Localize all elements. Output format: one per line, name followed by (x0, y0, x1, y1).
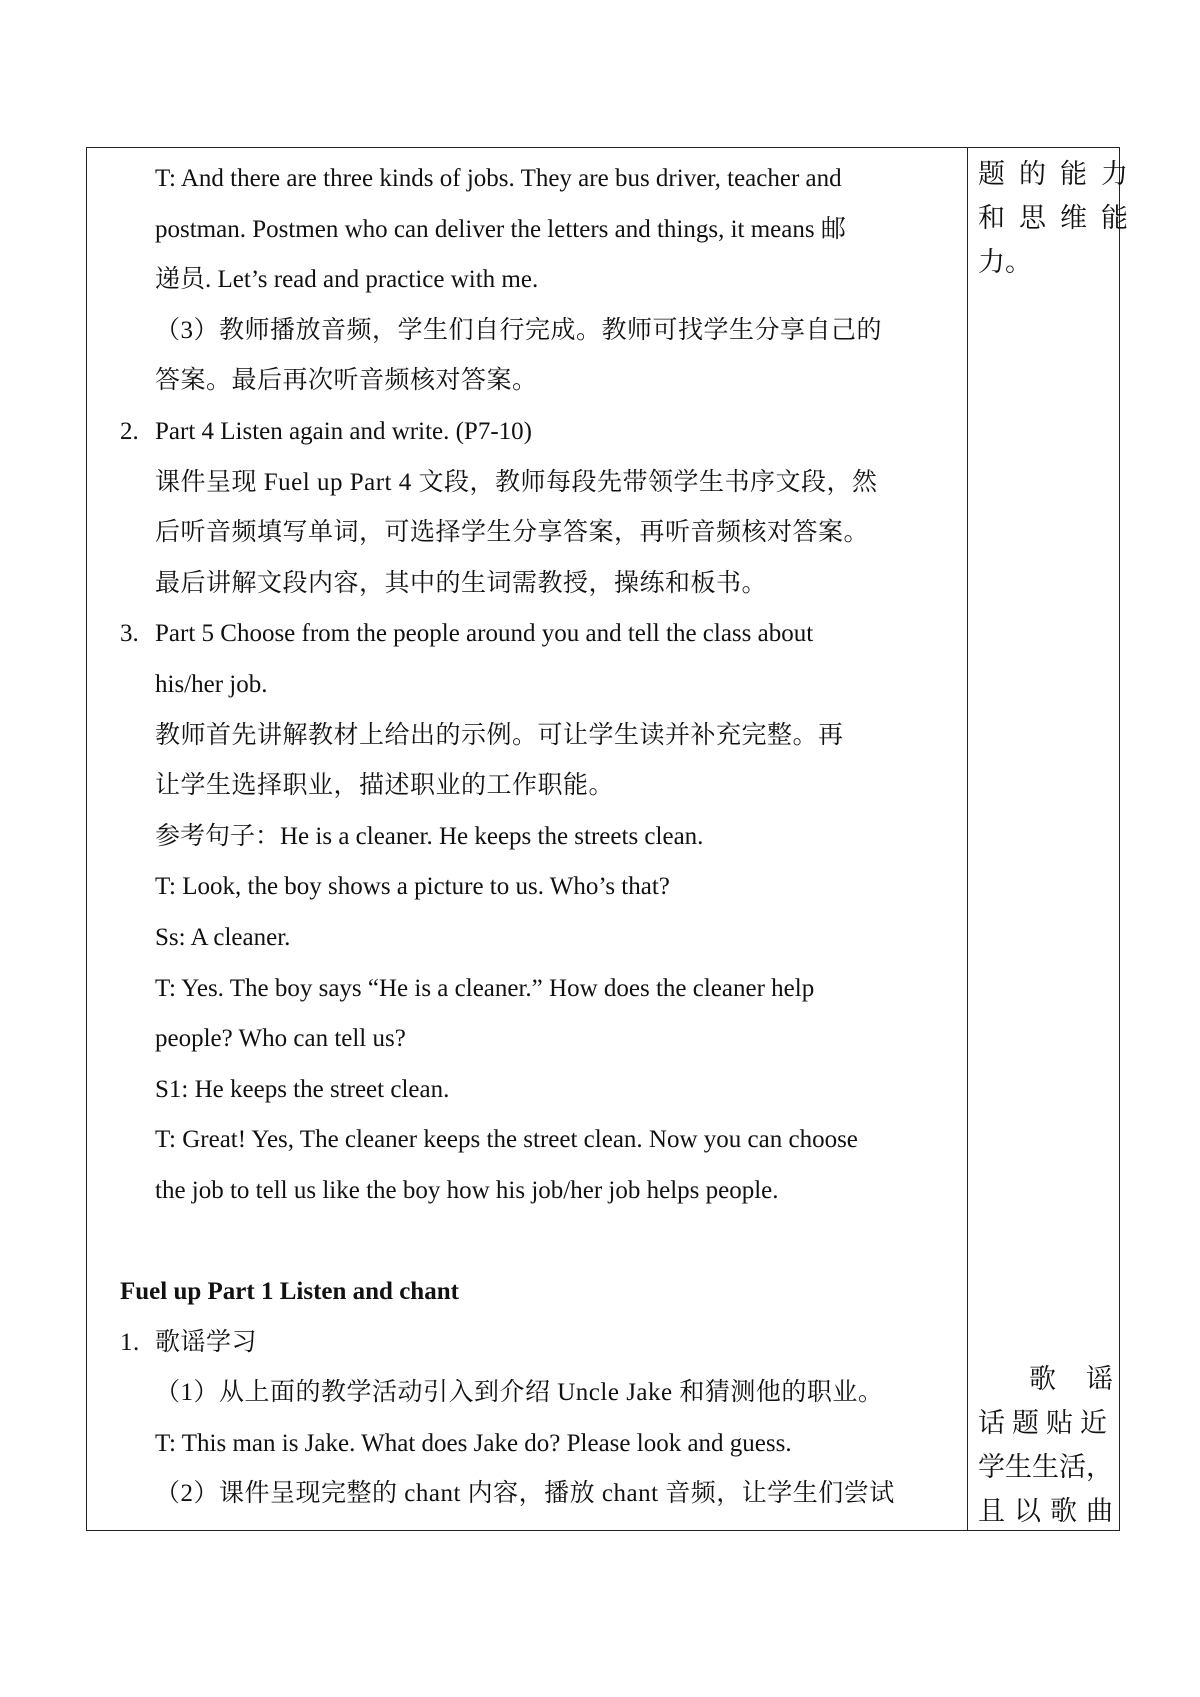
numbered-step-1 (120, 1318, 960, 1369)
numbered-step-3 (120, 609, 960, 660)
design-intent-top (978, 152, 1142, 284)
blank-line (120, 1216, 960, 1267)
dialogue-line: 递员. Let’s read and practice with me. (155, 266, 539, 294)
step-number: 2. (120, 417, 139, 445)
instruction-line: （1）从上面的教学活动引入到介绍 Uncle Jake 和猜测他的职业。 (155, 1379, 884, 1407)
procedure-column (120, 154, 960, 1520)
dialogue-line: T: Look, the boy shows a picture to us. Who’s that? (155, 873, 670, 901)
dialogue-line: people? Who can tell us? (155, 1025, 406, 1053)
dialogue-line: T: Yes. The boy says “He is a cleaner.” How does the cleaner help (155, 974, 815, 1002)
intent-text: 题的能力 (978, 159, 1142, 189)
instruction-line: （2）课件呈现完整的 chant 内容，播放 chant 音频，让学生们尝试 (155, 1480, 895, 1508)
dialogue-line: T: And there are three kinds of jobs. They are bus driver, teacher and (155, 165, 842, 192)
intent-line: 和思维能 (978, 203, 1142, 233)
intent-line (978, 152, 1142, 196)
intent-line: 且以歌曲 (978, 1496, 1122, 1526)
numbered-step-2 (120, 407, 960, 458)
step-title: Part 5 Choose from the people around you and tell the class about (155, 620, 814, 648)
dialogue-line: S1: He keeps the street clean. (155, 1075, 450, 1103)
instruction-line: 答案。最后再次听音频核对答案。 (155, 367, 538, 395)
instruction-line: 让学生选择职业，描述职业的工作职能。 (155, 772, 615, 800)
step-title: Part 4 Listen again and write. (P7-10) (155, 417, 532, 445)
step-number: 1. (120, 1328, 140, 1356)
instruction-line: 后听音频填写单词，可选择学生分享答案，再听音频核对答案。 (155, 519, 870, 547)
intent-line: 力。 (978, 247, 1032, 277)
instruction-line: （3）教师播放音频，学生们自行完成。教师可找学生分享自己的 (155, 316, 883, 344)
dialogue-line: Ss: A cleaner. (155, 923, 291, 951)
instruction-line: 课件呈现 Fuel up Part 4 文段，教师每段先带领学生书序文段，然 (155, 468, 878, 496)
dialogue-line: T: This man is Jake. What does Jake do? Please look and guess. (155, 1429, 792, 1457)
design-intent-bottom (978, 1357, 1143, 1533)
intent-line: 话题贴近 (978, 1408, 1114, 1438)
instruction-line: 教师首先讲解教材上给出的示例。可让学生读并补充完整。再 (155, 721, 844, 749)
step-title-continuation: his/her job. (155, 670, 268, 698)
intent-line: 学生生活， (978, 1452, 1113, 1482)
intent-line: 歌谣 (1029, 1364, 1143, 1394)
reference-sentence: 参考句子：He is a cleaner. He keeps the streets clean. (155, 822, 704, 850)
step-title: 歌谣学习 (155, 1328, 258, 1356)
dialogue-line: the job to tell us like the boy how his job/her job helps people. (155, 1176, 779, 1204)
step-number: 3. (120, 620, 139, 648)
dialogue-line: postman. Postmen who can deliver the letters and things, it means 邮 (155, 215, 846, 243)
dialogue-line: T: Great! Yes, The cleaner keeps the street clean. Now you can choose (155, 1126, 858, 1154)
section-heading: Fuel up Part 1 Listen and chant (120, 1278, 459, 1306)
instruction-line: 最后讲解文段内容，其中的生词需教授，操练和板书。 (155, 569, 768, 597)
table-column-divider (967, 147, 968, 1531)
